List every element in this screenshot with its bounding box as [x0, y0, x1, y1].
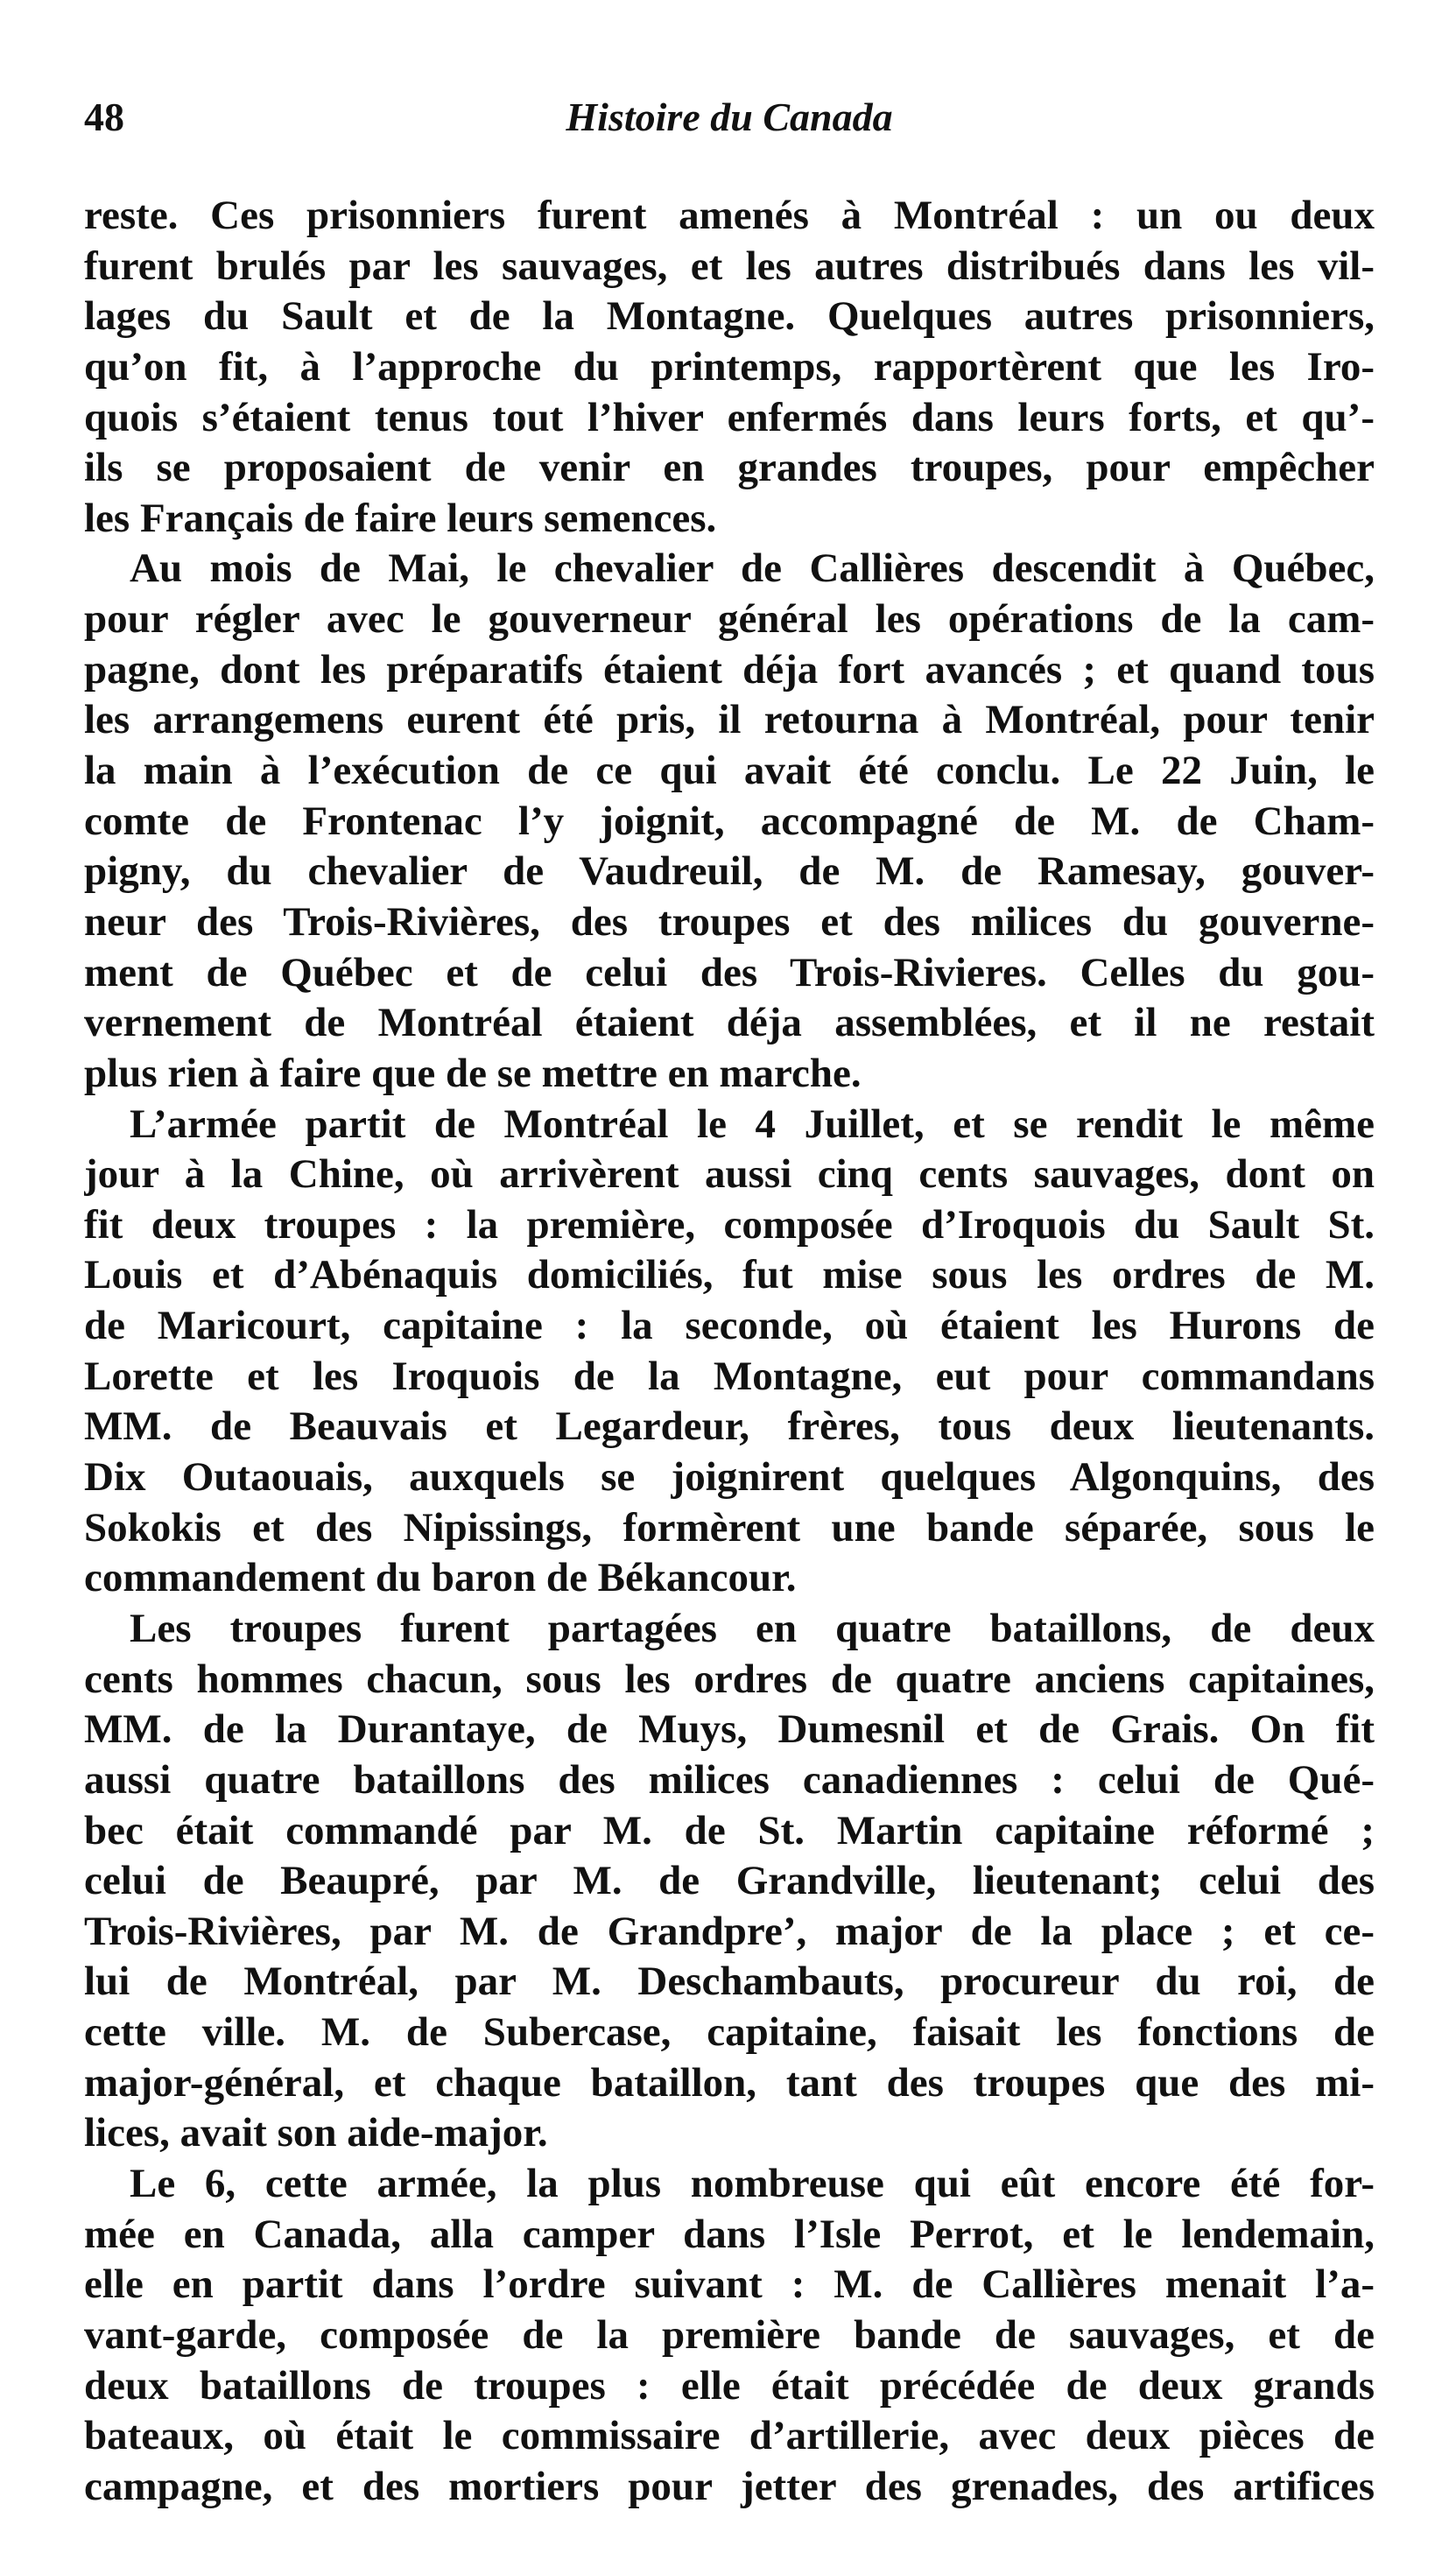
- text-line: Les troupes furent partagées en quatre bataillons, de deux: [130, 1605, 1375, 1651]
- text-line: lices, avait son aide-major.: [84, 2110, 548, 2156]
- text-line: deux bataillons de troupes : elle était précédée de deux grands: [84, 2362, 1375, 2409]
- text-line: MM. de Beauvais et Legardeur, frères, tous deux lieutenants.: [84, 1403, 1375, 1450]
- text-line: elle en partit dans l’ordre suivant : M. de Callières menait l’a-: [84, 2261, 1375, 2308]
- text-line: pour régler avec le gouverneur général les opérations de la cam-: [84, 596, 1375, 643]
- text-line: lui de Montréal, par M. Deschambauts, procureur du roi, de: [84, 1959, 1375, 2005]
- text-line: pagne, dont les préparatifs étaient déja fort avancés ; et quand tous: [84, 646, 1375, 693]
- text-line: neur des Trois-Rivières, des troupes et des milices du gouverne-: [84, 898, 1375, 945]
- text-line: L’armée partit de Montréal le 4 Juillet, et se rendit le même: [130, 1101, 1375, 1147]
- text-line: Dix Outaouais, auxquels se joignirent quelques Algonquins, des: [84, 1454, 1375, 1501]
- text-line: fit deux troupes : la première, composée d’Iroquois du Sault St.: [84, 1201, 1375, 1248]
- body-text: [84, 191, 1375, 2512]
- text-line: Trois-Rivières, par M. de Grandpre’, major de la place ; et ce-: [84, 1908, 1375, 1954]
- text-line: bec était commandé par M. de St. Martin capitaine réformé ;: [84, 1807, 1375, 1853]
- text-line: commandement du baron de Békancour.: [84, 1555, 797, 1601]
- text-line: Louis et d’Abénaquis domiciliés, fut mise sous les ordres de M.: [84, 1252, 1375, 1298]
- text-line: de Maricourt, capitaine : la seconde, où étaient les Hurons de: [84, 1303, 1375, 1349]
- text-line: cette ville. M. de Subercase, capitaine, faisait les fonctions de: [84, 2009, 1375, 2056]
- text-line: la main à l’exécution de ce qui avait été conclu. Le 22 Juin, le: [84, 748, 1375, 794]
- text-line: Le 6, cette armée, la plus nombreuse qui eût encore été for-: [130, 2160, 1375, 2206]
- text-line: les arrangemens eurent été pris, il retourna à Montréal, pour tenir: [84, 697, 1375, 743]
- text-line: vernement de Montréal étaient déja assemblées, et il ne restait: [84, 1000, 1375, 1046]
- text-line: Au mois de Mai, le chevalier de Callières descendit à Québec,: [130, 545, 1375, 592]
- text-line: qu’on fit, à l’approche du printemps, rapportèrent que les Iro-: [84, 343, 1375, 390]
- text-line: major-général, et chaque bataillon, tant des troupes que des mi-: [84, 2059, 1375, 2106]
- text-line: Lorette et les Iroquois de la Montagne, eut pour commandans: [84, 1353, 1375, 1399]
- text-line: quois s’étaient tenus tout l’hiver enfermés dans leurs forts, et qu’-: [84, 394, 1375, 440]
- text-line: lages du Sault et de la Montagne. Quelques autres prisonniers,: [84, 293, 1375, 340]
- text-line: celui de Beaupré, par M. de Grandville, lieutenant; celui des: [84, 1858, 1375, 1904]
- text-line: jour à la Chine, où arrivèrent aussi cinq cents sauvages, dont on: [84, 1151, 1375, 1198]
- text-line: mée en Canada, alla camper dans l’Isle Perrot, et le lendemain,: [84, 2211, 1375, 2257]
- running-title: Histoire du Canada: [566, 95, 893, 139]
- page-number: 48: [84, 95, 124, 139]
- page-header: [84, 91, 1375, 144]
- text-line: bateaux, où était le commissaire d’artillerie, avec deux pièces de: [84, 2413, 1375, 2459]
- text-line: aussi quatre bataillons des milices canadiennes : celui de Qué-: [84, 1756, 1375, 1803]
- text-line: les Français de faire leurs semences.: [84, 495, 717, 541]
- text-line: ment de Québec et de celui des Trois-Rivieres. Celles du gou-: [84, 949, 1375, 995]
- text-line: cents hommes chacun, sous les ordres de quatre anciens capitaines,: [84, 1656, 1375, 1702]
- text-line: reste. Ces prisonniers furent amenés à Montréal : un ou deux: [84, 193, 1375, 238]
- text-line: comte de Frontenac l’y joignit, accompagné de M. de Cham-: [84, 798, 1375, 844]
- text-line: vant-garde, composée de la première bande de sauvages, et de: [84, 2311, 1375, 2358]
- text-line: furent brulés par les sauvages, et les autres distribués dans les vil-: [84, 243, 1375, 289]
- text-line: pigny, du chevalier de Vaudreuil, de M. de Ramesay, gouver-: [84, 848, 1375, 895]
- text-line: plus rien à faire que de se mettre en marche.: [84, 1050, 862, 1096]
- text-line: MM. de la Durantaye, de Muys, Dumesnil et de Grais. On fit: [84, 1706, 1375, 1753]
- text-line: ils se proposaient de venir en grandes troupes, pour empêcher: [84, 445, 1375, 491]
- text-line: Sokokis et des Nipissings, formèrent une bande séparée, sous le: [84, 1504, 1375, 1551]
- text-line: campagne, et des mortiers pour jetter des grenades, des artifices: [84, 2463, 1375, 2509]
